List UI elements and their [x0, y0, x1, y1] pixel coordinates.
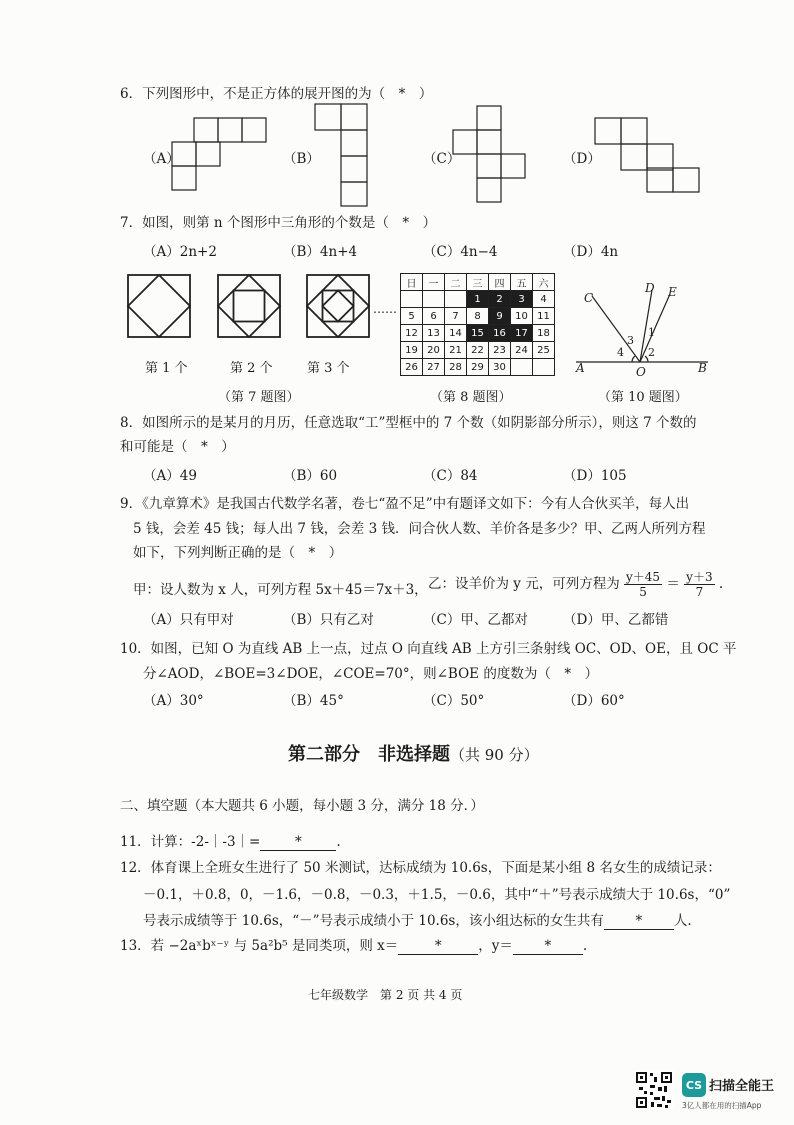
q12-end: 人.: [673, 913, 692, 929]
q10-line-1: 10．如图，已知 O 为直线 AB 上一点，过点 O 向直线 AB 上方引三条射线 OC、OD、OE，且 OC 平: [120, 641, 737, 657]
calendar-header: 五: [511, 274, 533, 291]
q8-line-2: 和可能是（ * ）: [120, 439, 235, 455]
q12-line-1: 12．体育课上全班女生进行了 50 米测试，达标成绩为 10.6s，下面是某小组 8 名女生的成绩记录：: [120, 860, 721, 876]
frac2-denominator: 7: [695, 585, 704, 599]
frac1-numerator: y＋45: [626, 570, 661, 584]
calendar-cell: [533, 359, 555, 376]
q7-caption: （第 7 题图）: [218, 390, 300, 405]
q11: [120, 830, 341, 851]
q9-option-c: （C）甲、乙都对: [423, 612, 528, 628]
q13-text: 13．若 −2aˣbˣ⁻ʸ 与 5a²b⁵ 是同类项，则 x＝: [120, 938, 399, 954]
q9-option-b: （B）只有乙对: [283, 612, 374, 628]
q12-answer-blank: *: [604, 913, 674, 930]
calendar-cell: 22: [467, 342, 489, 359]
label-c: C: [584, 291, 594, 305]
part2-heading: [288, 740, 539, 766]
calendar-cell: 24: [511, 342, 533, 359]
calendar-header: 日: [401, 274, 423, 291]
q9-option-a: （A）只有甲对: [143, 612, 234, 628]
q9-yi-text: 乙：设羊价为 y 元，可列方程为: [428, 576, 620, 592]
calendar-cell-shaded: 1: [467, 291, 489, 308]
calendar-cell: [423, 291, 445, 308]
q9-equals: ＝: [666, 576, 680, 592]
calendar-cell-shaded: 9: [489, 308, 511, 325]
q9-fraction-2: [684, 570, 714, 599]
q13-end: .: [582, 938, 588, 954]
calendar-row: [401, 291, 555, 308]
part2-subtitle: （共 90 分）: [450, 746, 539, 764]
q13-y-blank: *: [513, 938, 583, 955]
q7-option-d: （D）4n: [563, 244, 619, 260]
q13-x-blank: *: [398, 938, 478, 955]
cs-logo-icon: CS: [682, 1073, 706, 1097]
calendar-header: 三: [467, 274, 489, 291]
calendar-header: 六: [533, 274, 555, 291]
scanner-tagline: 3亿人都在用的扫描App: [682, 1101, 762, 1110]
calendar-header: 一: [423, 274, 445, 291]
q9-option-d: （D）甲、乙都错: [563, 612, 669, 628]
q6-option-d: （D）: [563, 151, 601, 167]
q12-line-2: －0.1，＋0.8，0，－1.6，－0.8，－0.3，＋1.5，－0.6，其中“＋”号表示成绩大于 10.6s，“0”: [143, 887, 731, 903]
calendar-cell: 14: [445, 325, 467, 342]
q8-caption: （第 8 题图）: [430, 390, 512, 405]
q7-figure-3: [305, 273, 371, 339]
calendar-cell: 13: [423, 325, 445, 342]
q6-net-c: [451, 104, 527, 206]
q7-fig-label-2: 第 2 个: [230, 361, 273, 376]
calendar-cell-shaded: 15: [467, 325, 489, 342]
q7-fig-label-3: 第 3 个: [307, 361, 350, 376]
calendar-cell: 10: [511, 308, 533, 325]
calendar-cell: [445, 291, 467, 308]
section2-title: 二、填空题（本大题共 6 小题，每小题 3 分，满分 18 分．）: [120, 798, 484, 814]
angle-3-label: 3: [627, 334, 634, 347]
q8-line-1: 8．如图所示的是某月的月历，任意选取“工”型框中的 7 个数（如阴影部分所示），则这 7 个数的: [120, 415, 697, 431]
q8-calendar: [400, 273, 555, 376]
calendar-row: [401, 342, 555, 359]
calendar-cell: [511, 359, 533, 376]
q6-stem: 6．下列图形中，不是正方体的展开图的为（ * ）: [120, 86, 433, 102]
calendar-cell: 8: [467, 308, 489, 325]
q8-option-b: （B）60: [283, 468, 338, 484]
calendar-cell-shaded: 17: [511, 325, 533, 342]
calendar-header: 四: [489, 274, 511, 291]
label-b: B: [698, 361, 707, 375]
q11-answer-blank: *: [260, 834, 336, 851]
q7-stem: 7．如图，则第 n 个图形中三角形的个数是（ * ）: [120, 215, 437, 231]
q6-net-d: [593, 116, 701, 194]
q7-figure-2: [216, 273, 282, 339]
calendar-cell: 28: [445, 359, 467, 376]
q7-option-c: （C）4n−4: [423, 244, 498, 260]
calendar-cell: 27: [423, 359, 445, 376]
calendar-cell: [401, 291, 423, 308]
angle-1-label: 1: [648, 326, 655, 339]
calendar-header-row: [401, 274, 555, 291]
label-e: E: [668, 285, 677, 299]
q11-end: .: [336, 834, 341, 850]
q9-line-2: 5 钱，会差 45 钱；每人出 7 钱，会差 3 钱．问合伙人数、羊价各是多少？甲、乙两人所列方程: [133, 521, 706, 537]
q10-option-d: （D）60°: [563, 693, 625, 709]
q13-mid: ，y＝: [478, 938, 513, 954]
calendar-cell: 25: [533, 342, 555, 359]
calendar-cell: 18: [533, 325, 555, 342]
label-o: O: [636, 365, 646, 376]
angle-2-label: 2: [648, 346, 655, 359]
q9-line-3: 如下，下列判断正确的是（ * ）: [133, 545, 343, 561]
q12-line-3-text: 号表示成绩等于 10.6s，“－”号表示成绩小于 10.6s，该小组达标的女生共有: [143, 913, 604, 929]
calendar-cell: 7: [445, 308, 467, 325]
scanner-app-name: 扫描全能王: [709, 1079, 775, 1094]
qr-code-icon: [634, 1070, 674, 1110]
q6-option-a: （A）: [143, 151, 180, 167]
calendar-cell-shaded: 2: [489, 291, 511, 308]
q7-ellipsis: ……: [373, 302, 397, 316]
scanner-badge: [682, 1073, 706, 1097]
calendar-cell-shaded: 3: [511, 291, 533, 308]
frac2-numerator: y＋3: [686, 570, 713, 584]
q9-fraction-1: [624, 570, 662, 599]
label-d: D: [645, 281, 655, 295]
calendar-cell: 6: [423, 308, 445, 325]
angle-4-label: 4: [617, 346, 624, 359]
q13: [120, 934, 587, 955]
q12-line-3: [143, 909, 692, 930]
q9-end: .: [718, 576, 724, 592]
label-a: A: [576, 361, 585, 375]
q7-option-a: （A）2n+2: [143, 244, 217, 260]
q6-net-b: [313, 102, 369, 208]
q6-option-b: （B）: [283, 151, 320, 167]
q8-option-c: （C）84: [423, 468, 478, 484]
calendar-row: [401, 308, 555, 325]
calendar-cell: 11: [533, 308, 555, 325]
calendar-cell: 4: [533, 291, 555, 308]
q10-caption: （第 10 题图）: [598, 390, 688, 405]
q8-option-d: （D）105: [563, 468, 627, 484]
q9-jia: 甲：设人数为 x 人，可列方程 5x＋45＝7x＋3，: [133, 582, 428, 598]
q10-line-2: 分∠AOD，∠BOE=3∠DOE，∠COE=70°，则∠BOE 的度数为（ * ）: [143, 666, 599, 682]
q7-figure-1: [126, 273, 192, 339]
calendar-cell: 5: [401, 308, 423, 325]
q9-yi: [428, 570, 723, 599]
calendar-cell: 29: [467, 359, 489, 376]
q7-option-b: （B）4n+4: [283, 244, 358, 260]
calendar-cell: 12: [401, 325, 423, 342]
page-footer: 七年级数学 第 2 页 共 4 页: [308, 988, 463, 1002]
q11-text: 11．计算：-2-｜-3｜=: [120, 834, 261, 850]
q9-line-1: 9．《九章算术》是我国古代数学名著，卷七“盈不足”中有题译文如下：今有人合伙买羊，每人出: [120, 496, 690, 512]
q6-option-c: （C）: [423, 151, 461, 167]
calendar-row: [401, 359, 555, 376]
q10-option-b: （B）45°: [283, 693, 344, 709]
part2-title: 第二部分 非选择题: [288, 744, 450, 765]
calendar-cell: 23: [489, 342, 511, 359]
calendar-cell-shaded: 16: [489, 325, 511, 342]
q10-option-c: （C）50°: [423, 693, 485, 709]
q6-net-a: [170, 116, 270, 192]
calendar-cell: 20: [423, 342, 445, 359]
q10-figure: [572, 280, 712, 376]
calendar-cell: 21: [445, 342, 467, 359]
frac1-denominator: 5: [639, 585, 647, 599]
calendar-cell: 26: [401, 359, 423, 376]
calendar-row: [401, 325, 555, 342]
q7-fig-label-1: 第 1 个: [145, 361, 188, 376]
calendar-header: 二: [445, 274, 467, 291]
q8-option-a: （A）49: [143, 468, 197, 484]
calendar-cell: 19: [401, 342, 423, 359]
calendar-cell: 30: [489, 359, 511, 376]
q10-option-a: （A）30°: [143, 693, 204, 709]
